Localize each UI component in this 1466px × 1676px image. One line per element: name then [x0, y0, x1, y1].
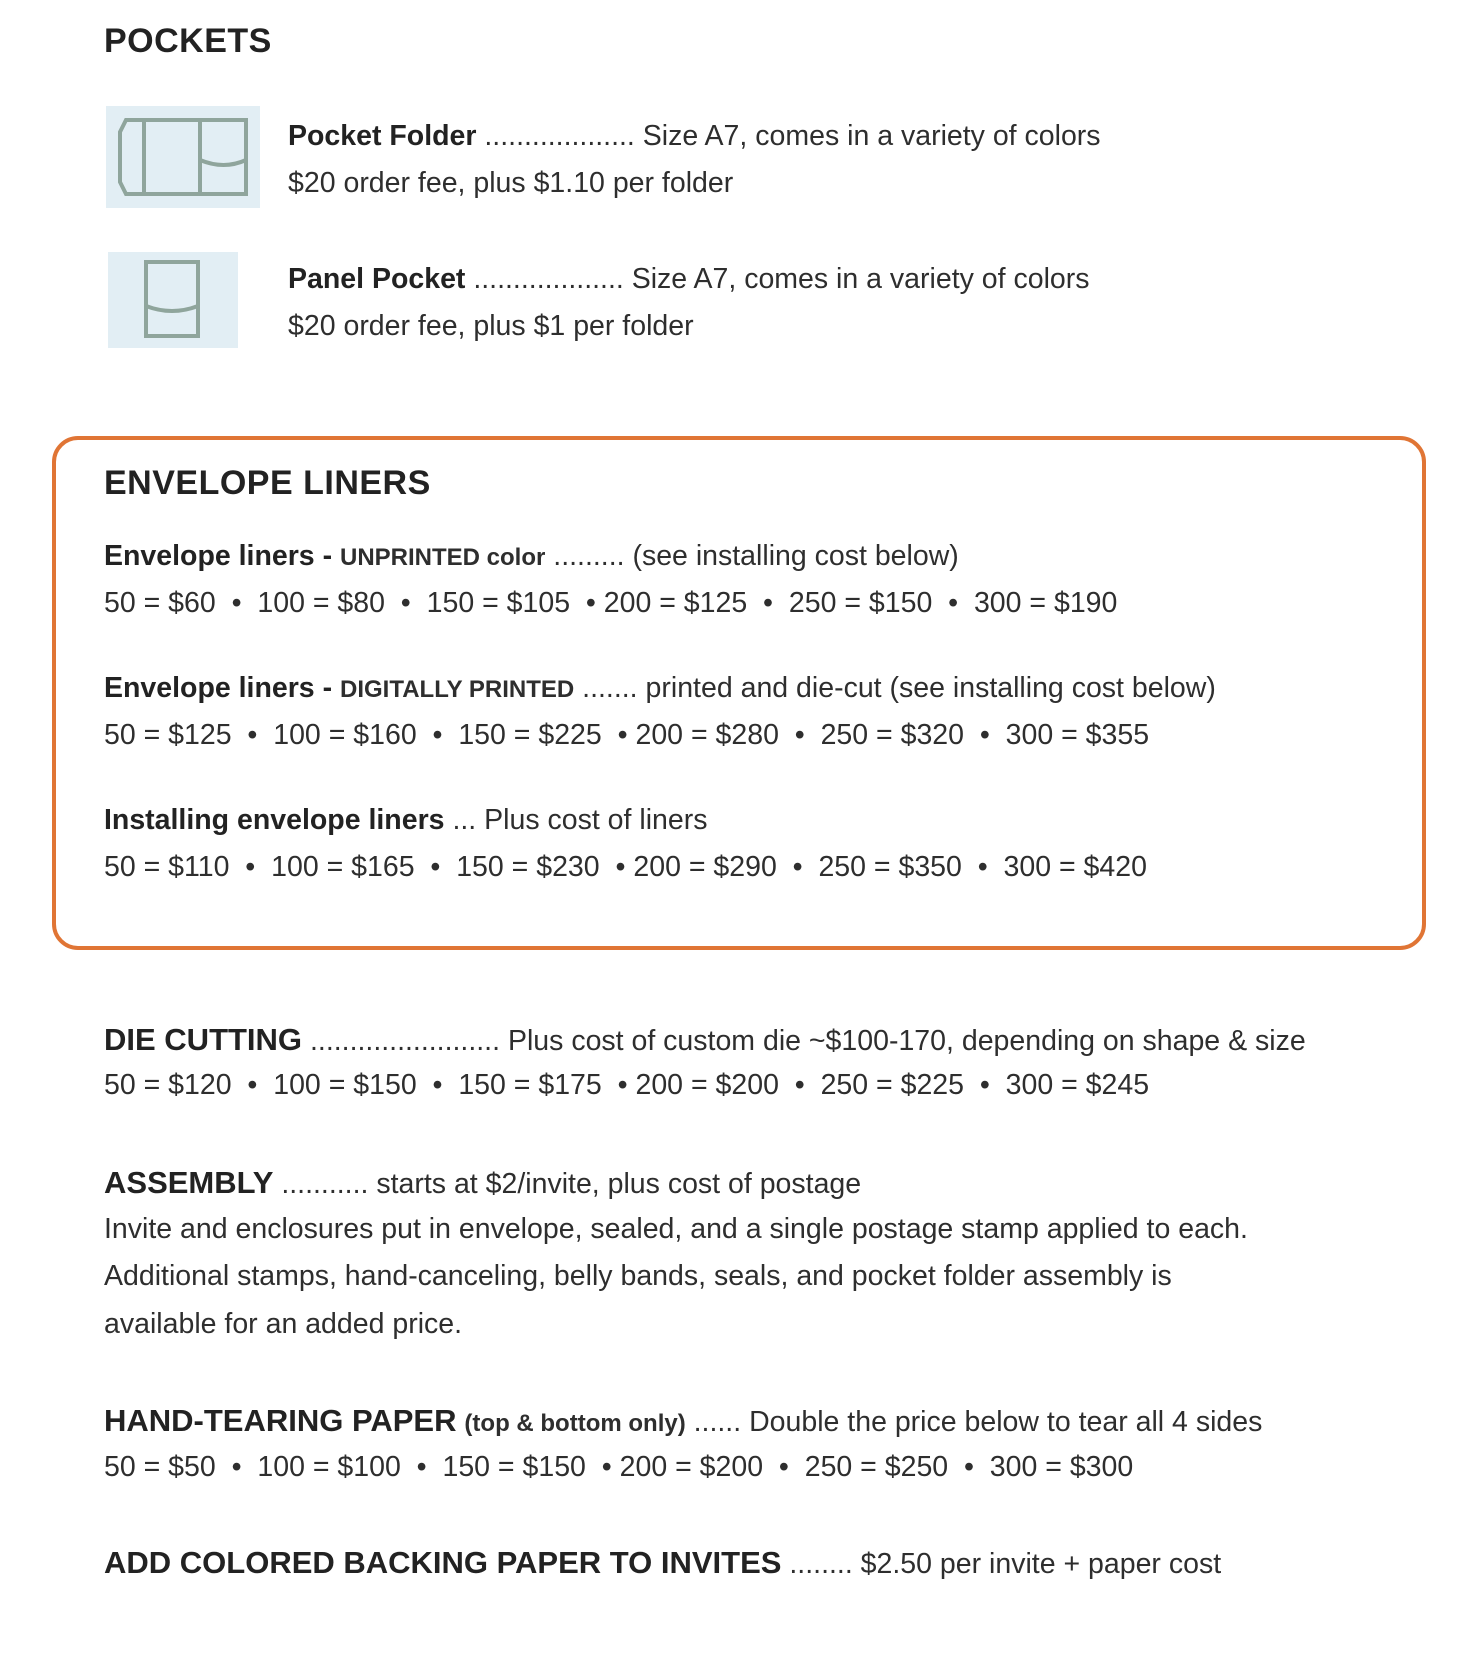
liners-installing-name: Installing envelope liners — [104, 804, 445, 836]
liners-unprinted-leader: ......... — [553, 540, 625, 572]
assembly-body-2: Additional stamps, hand-canceling, belly bands, seals, and pocket folder assembly is — [104, 1260, 1172, 1292]
hand-tearing-desc: Double the price below to tear all 4 sides — [749, 1406, 1263, 1438]
liners-unprinted-prices: 50 = $60 • 100 = $80 • 150 = $105 • 200 = $125 • 250 = $150 • 300 = $190 — [104, 587, 1118, 619]
assembly-body-3: available for an added price. — [104, 1308, 463, 1340]
pocket-folder-desc: Size A7, comes in a variety of colors — [642, 120, 1101, 152]
die-cutting-desc: Plus cost of custom die ~$100-170, depending on shape & size — [507, 1025, 1306, 1057]
assembly-heading: ASSEMBLY — [104, 1165, 274, 1200]
hand-tearing-note: (top & bottom only) — [464, 1410, 686, 1437]
backing-paper-heading: ADD COLORED BACKING PAPER TO INVITES — [104, 1545, 782, 1580]
hand-tearing-heading: HAND-TEARING PAPER — [104, 1403, 457, 1438]
pocket-folder-name: Pocket Folder — [288, 120, 477, 152]
die-cutting-prices: 50 = $120 • 100 = $150 • 150 = $175 • 200 = $200 • 250 = $225 • 300 = $245 — [104, 1069, 1150, 1101]
panel-pocket-name: Panel Pocket — [288, 263, 466, 295]
panel-pocket-leader: ................... — [473, 263, 624, 295]
liners-unprinted-desc: (see installing cost below) — [632, 540, 959, 572]
liners-installing-prices: 50 = $110 • 100 = $165 • 150 = $230 • 200 = $290 • 250 = $350 • 300 = $420 — [104, 851, 1147, 883]
backing-paper-line — [104, 1545, 1221, 1581]
die-cutting-leader: ........................ — [309, 1025, 501, 1057]
backing-paper-leader: ........ — [789, 1548, 853, 1580]
liners-installing-line — [104, 804, 707, 837]
pockets-heading: POCKETS — [104, 22, 272, 60]
pocket-folder-leader: ................... — [484, 120, 635, 152]
panel-pocket-price: $20 order fee, plus $1 per folder — [288, 310, 694, 342]
liners-digital-line — [104, 672, 1216, 705]
hand-tearing-leader: ...... — [693, 1406, 742, 1438]
die-cutting-heading: DIE CUTTING — [104, 1022, 303, 1057]
liners-installing-desc: Plus cost of liners — [484, 804, 708, 836]
assembly-desc: starts at $2/invite, plus cost of postage — [376, 1168, 862, 1200]
liners-digital-name: Envelope liners - — [104, 672, 340, 704]
panel-pocket-line — [288, 263, 1090, 296]
hand-tearing-prices: 50 = $50 • 100 = $100 • 150 = $150 • 200 = $200 • 250 = $250 • 300 = $300 — [104, 1451, 1134, 1483]
assembly-body-1: Invite and enclosures put in envelope, sealed, and a single postage stamp applied to each. — [104, 1213, 1248, 1245]
envelope-liners-heading: ENVELOPE LINERS — [104, 464, 431, 502]
pocket-folder-price: $20 order fee, plus $1.10 per folder — [288, 167, 734, 199]
pocket-folder-icon — [106, 106, 260, 208]
liners-unprinted-caps: UNPRINTED color — [340, 544, 546, 571]
assembly-leader: ........... — [281, 1168, 369, 1200]
pocket-folder-line — [288, 120, 1101, 153]
assembly-line — [104, 1165, 861, 1201]
liners-unprinted-line — [104, 540, 959, 573]
die-cutting-line — [104, 1022, 1306, 1058]
liners-digital-leader: ....... — [582, 672, 638, 704]
backing-paper-desc: $2.50 per invite + paper cost — [860, 1548, 1222, 1580]
panel-pocket-desc: Size A7, comes in a variety of colors — [631, 263, 1090, 295]
liners-installing-leader: ... — [452, 804, 477, 836]
liners-unprinted-name: Envelope liners - — [104, 540, 340, 572]
liners-digital-desc: printed and die-cut (see installing cost below) — [645, 672, 1216, 704]
hand-tearing-line — [104, 1403, 1262, 1439]
panel-pocket-icon — [108, 252, 238, 348]
liners-digital-caps: DIGITALLY PRINTED — [340, 676, 575, 703]
liners-digital-prices: 50 = $125 • 100 = $160 • 150 = $225 • 200 = $280 • 250 = $320 • 300 = $355 — [104, 719, 1150, 751]
